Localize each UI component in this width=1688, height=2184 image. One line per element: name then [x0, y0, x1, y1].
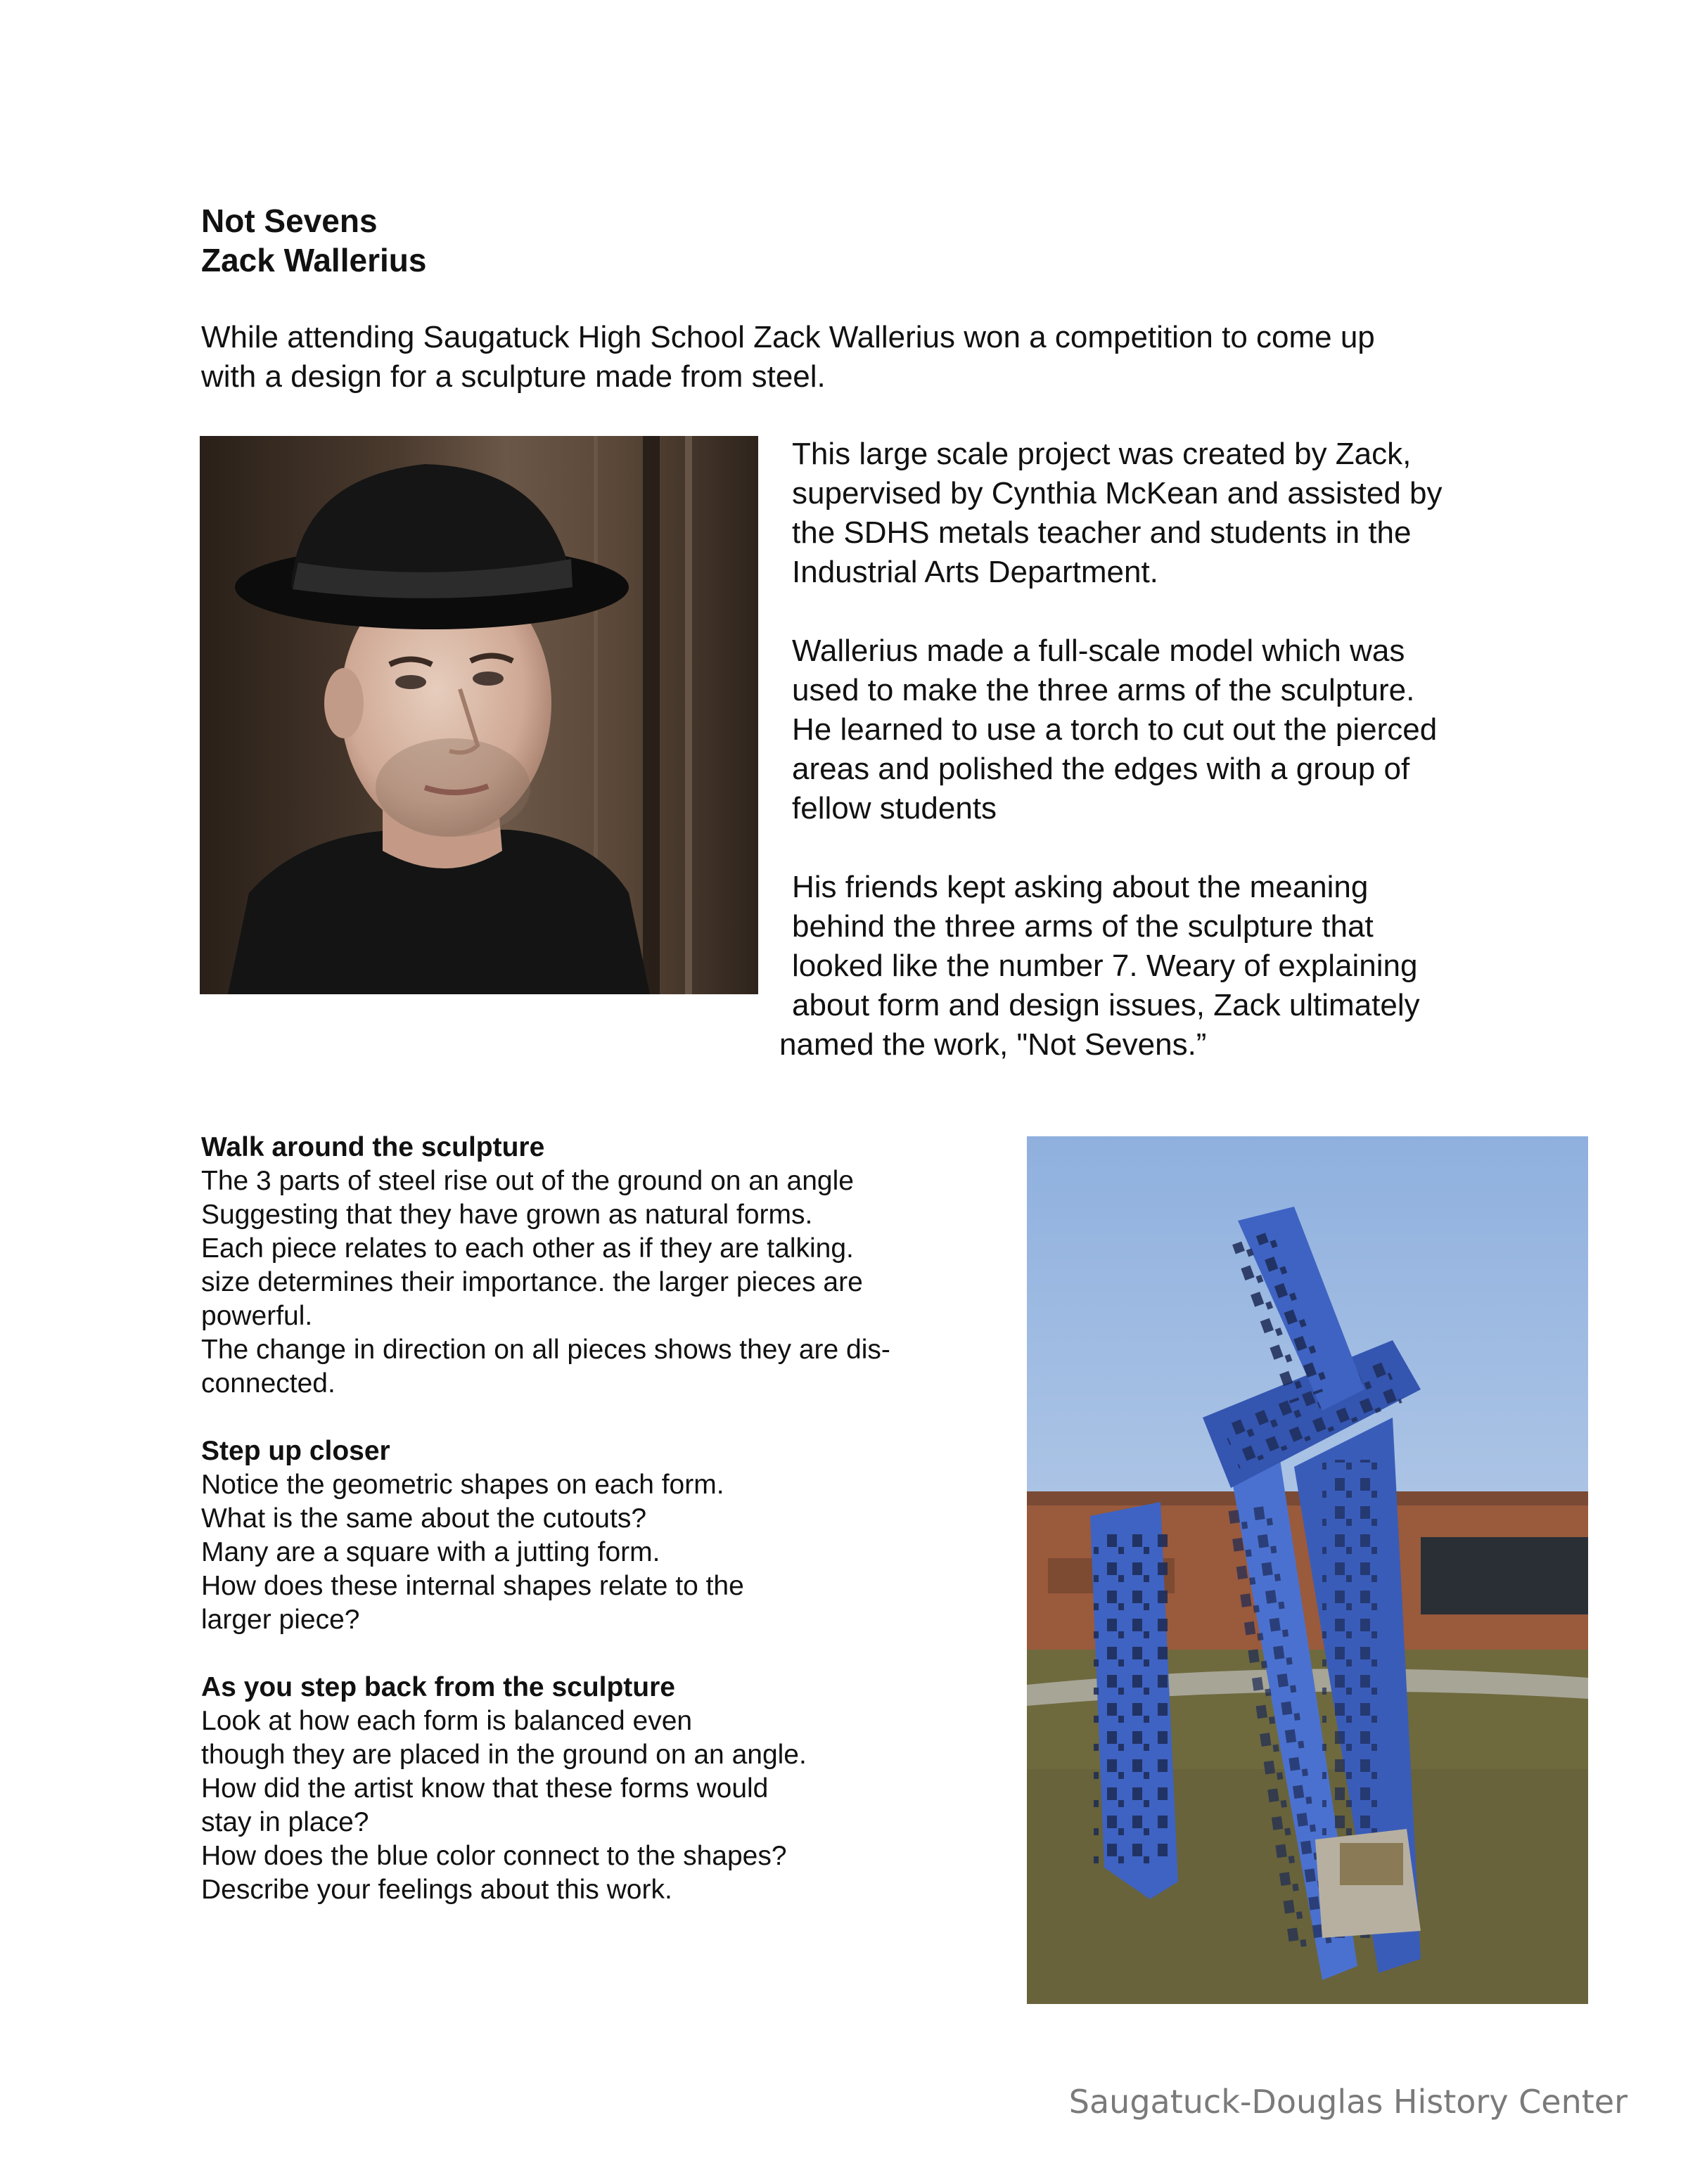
- text-line: the SDHS metals teacher and students in the: [792, 515, 1412, 550]
- text-line: The 3 parts of steel rise out of the ground on an angle: [201, 1166, 854, 1196]
- text-line: though they are placed in the ground on an angle.: [201, 1740, 807, 1770]
- text-line: How did the artist know that these forms would: [201, 1773, 769, 1804]
- artist-name: Zack Wallerius: [201, 242, 427, 278]
- text-line: His friends kept asking about the meaning: [792, 870, 1369, 904]
- text-line: This large scale project was created by Zack,: [792, 437, 1412, 471]
- text-line: larger piece?: [201, 1605, 360, 1635]
- text-line: How does the blue color connect to the shapes?: [201, 1841, 787, 1871]
- project-description: [779, 435, 1525, 1065]
- text-line: size determines their importance. the larger pieces are: [201, 1267, 863, 1297]
- footer-credit: Saugatuck-Douglas History Center: [1068, 2083, 1628, 2121]
- text-line: Notice the geometric shapes on each form.: [201, 1470, 724, 1500]
- text-line: Suggesting that they have grown as natural forms.: [201, 1200, 813, 1230]
- intro-paragraph: [201, 318, 1537, 397]
- document-title: Not Sevens: [201, 203, 378, 239]
- text-line: He learned to use a torch to cut out the pierced: [792, 712, 1438, 747]
- text-line: areas and polished the edges with a group of: [792, 752, 1410, 786]
- text-line: used to make the three arms of the sculpture.: [792, 673, 1415, 707]
- text-line: named the work, "Not Sevens.”: [779, 1027, 1207, 1062]
- text-line: powerful.: [201, 1301, 313, 1331]
- text-line: Wallerius made a full-scale model which was: [792, 634, 1405, 668]
- text-line: Look at how each form is balanced even: [201, 1706, 693, 1736]
- description-paragraph: [779, 868, 1525, 1065]
- section-heading: Step up closer: [201, 1436, 390, 1466]
- section-heading: As you step back from the sculpture: [201, 1672, 675, 1702]
- text-line: Many are a square with a jutting form.: [201, 1537, 660, 1567]
- text-line: Each piece relates to each other as if they are talking.: [201, 1233, 854, 1264]
- intro-line: While attending Saugatuck High School Zack Wallerius won a competition to come up: [201, 320, 1375, 354]
- section-step-closer: [201, 1434, 1010, 1637]
- text-line: Describe your feelings about this work.: [201, 1875, 672, 1905]
- text-line: How does these internal shapes relate to the: [201, 1571, 744, 1601]
- text-line: connected.: [201, 1368, 335, 1399]
- title-block: [201, 201, 426, 280]
- viewing-guide: [201, 1131, 1010, 1941]
- text-line: behind the three arms of the sculpture that: [792, 909, 1374, 944]
- section-walk-around: [201, 1131, 1010, 1401]
- text-line: The change in direction on all pieces shows they are dis-: [201, 1335, 890, 1365]
- text-line: Industrial Arts Department.: [792, 555, 1158, 589]
- description-paragraph: [779, 631, 1525, 828]
- section-heading: Walk around the sculpture: [201, 1132, 545, 1162]
- sculpture-photo: [1027, 1136, 1588, 2004]
- section-step-back: [201, 1671, 1010, 1907]
- text-line: fellow students: [792, 791, 997, 826]
- intro-line: with a design for a sculpture made from steel.: [201, 359, 826, 394]
- text-line: stay in place?: [201, 1807, 369, 1837]
- artist-portrait-photo: [200, 436, 758, 994]
- text-line: What is the same about the cutouts?: [201, 1503, 647, 1534]
- text-line: looked like the number 7. Weary of explaining: [792, 949, 1418, 983]
- text-line: about form and design issues, Zack ultimately: [792, 988, 1420, 1022]
- description-paragraph: [779, 435, 1525, 592]
- text-line: supervised by Cynthia McKean and assisted by: [792, 476, 1443, 510]
